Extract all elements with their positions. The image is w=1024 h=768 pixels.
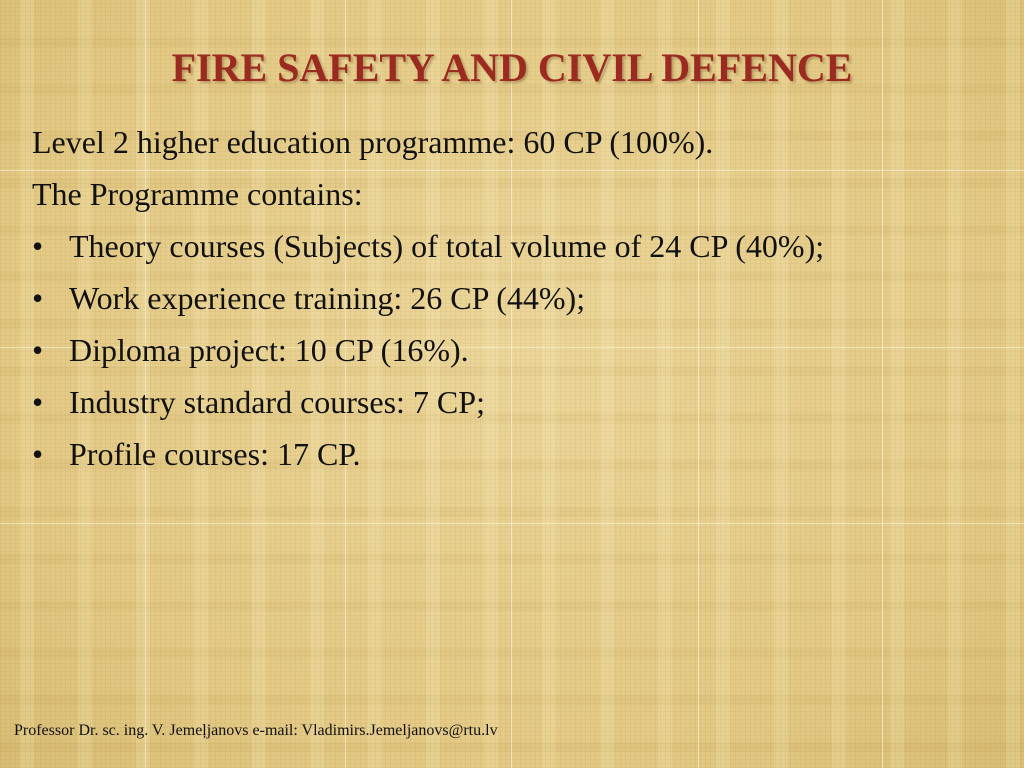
intro-line-contains: The Programme contains: [32,176,363,212]
list-item-text: Work experience training: 26 CP (44%); [69,280,586,316]
list-item [32,332,912,368]
texture-seam [0,523,1024,524]
bullet-icon: • [32,280,44,316]
bullet-icon: • [32,436,44,472]
bullet-icon: • [32,332,44,368]
list-item-text: Diploma project: 10 CP (16%). [69,332,469,368]
bullet-icon: • [32,228,44,264]
slide-title: FIRE SAFETY AND CIVIL DEFENCE [171,45,853,90]
list-item [32,436,912,472]
bullet-list [32,228,912,472]
list-item-text: Theory courses (Subjects) of total volume of 24 CP (40%); [69,228,825,264]
list-item-text: Industry standard courses: 7 CP; [69,384,485,420]
list-item [32,228,912,264]
list-item [32,384,912,420]
footer-credit: Professor Dr. sc. ing. V. Jemeļjanovs e-mail: Vladimirs.Jemeljanovs@rtu.lv [14,722,498,739]
list-item-text: Profile courses: 17 CP. [69,436,361,472]
bullet-icon: • [32,384,44,420]
list-item [32,280,912,316]
intro-line-programme: Level 2 higher education programme: 60 CP (100%). [32,124,714,160]
slide-body [32,124,912,488]
